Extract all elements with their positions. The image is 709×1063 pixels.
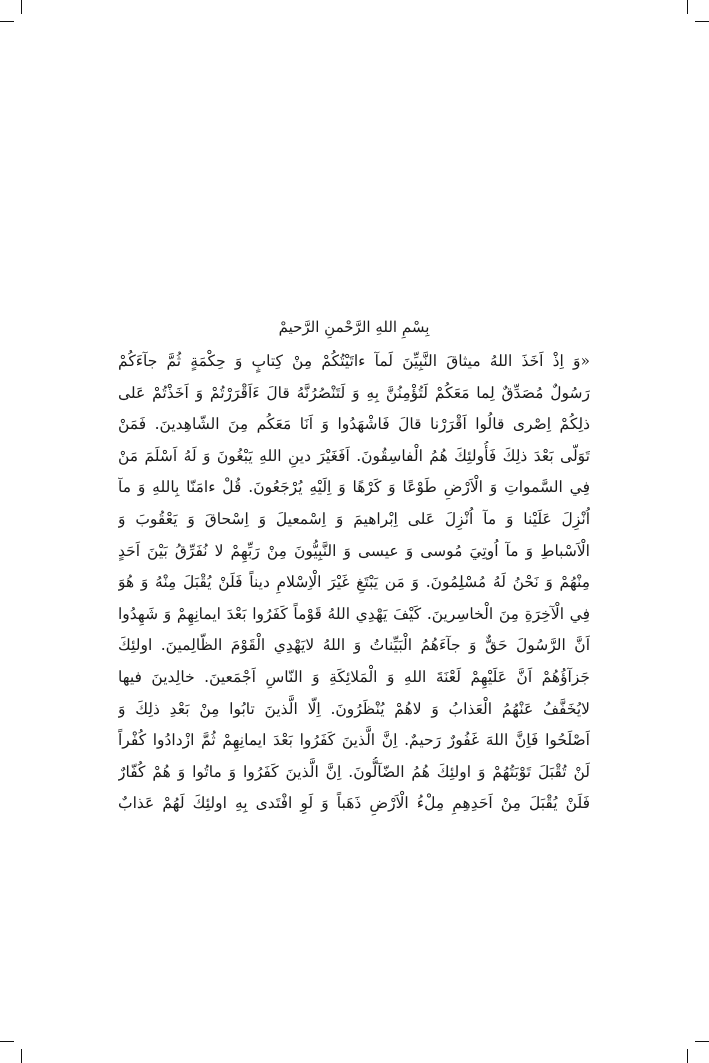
verse-line: الْاَسْباطِ وَ مآ اُوتِيَ مُوسى وَ عيسى وَ النَّبِيُّونَ مِنْ رَبِّهِمْ لا نُفَرِّقُ بَيْنَ اَحَدٍ xyxy=(118,541,590,560)
verse-line: اُنْزِلَ عَلَيْنا وَ مآ اُنْزِلَ عَلى اِبْراهيمَ وَ اِسْمعيلَ وَ اِسْحاقَ وَ يَعْقُوبَ وَ xyxy=(118,509,590,528)
verse-line: جَزآؤُهُمْ اَنَّ عَلَيْهِمْ لَعْنَةَ اللهِ وَ الْمَلائِكَةِ وَ النّاسِ اَجْمَعينَ. خالِدينَ فيها xyxy=(118,667,590,686)
verse-line: مِنْهُمْ وَ نَحْنُ لَهُ مُسْلِمُونَ. وَ مَن يَبْتَغِ غَيْرَ الْاِسْلامِ ديناً فَلَنْ يُقْبَلَ مِنْهُ وَ هُوَ xyxy=(118,573,590,592)
crop-mark-bottom-right-horizontal xyxy=(695,1041,709,1042)
verse-line: تَوَلّى بَعْدَ ذلِكَ فَأُولئِكَ هُمُ الْفاسِقُونَ. اَفَغَيْرَ دينِ اللهِ يَبْغُونَ وَ لَهُ اَسْلَمَ مَنْ xyxy=(118,446,590,465)
crop-mark-bottom-left-vertical xyxy=(21,1049,22,1063)
crop-mark-top-left-vertical xyxy=(21,0,22,14)
verse-line: رَسُولٌ مُصَدِّقٌ لِما مَعَكُمْ لَتُؤْمِنُنَّ بِهِ وَ لَتَنْصُرُنَّهُ قالَ ءَاَقْرَرْتُمْ وَ اَخَذْتُمْ عَلى xyxy=(118,383,590,402)
verse-line: فِي الْآخِرَةِ مِنَ الْخاسِرينَ. كَيْفَ يَهْدِي اللهُ قَوْماً كَفَرُوا بَعْدَ ايمانِهِمْ وَ شَهِدُوا xyxy=(118,604,590,623)
verse-line: اَصْلَحُوا فَاِنَّ اللهَ غَفُورٌ رَحيمٌ. اِنَّ الَّذينَ كَفَرُوا بَعْدَ ايمانِهِمْ ثُمَّ ازْدادُوا كُفْراً xyxy=(118,731,590,750)
crop-mark-top-right-horizontal xyxy=(695,21,709,22)
verse-line: ذلِكُمْ اِصْرى قالُوا اَقْرَرْنا قالَ فَاشْهَدُوا وَ اَنَا مَعَكُم مِنَ الشّاهِدينَ. فَمَنْ xyxy=(118,415,590,434)
crop-mark-top-left-horizontal xyxy=(0,21,14,22)
verse-line: فَلَنْ يُقْبَلَ مِنْ اَحَدِهِمِ مِلْءُ الْاَرْضِ ذَهَباً وَ لَوِ افْتَدى بِهِ اولئِكَ لَهُمْ عَذابٌ xyxy=(118,794,590,813)
verse-line: فِي السَّمواتِ وَ الْاَرْضِ طَوْعًا وَ كَرْهًا وَ اِلَيْهِ يُرْجَعُونَ. قُلْ ءامَنّا بِاللهِ وَ مآ xyxy=(118,478,590,497)
crop-mark-top-right-vertical xyxy=(687,0,688,14)
verse-text-block xyxy=(118,312,590,820)
verse-line: لَنْ تُقْبَلَ تَوْبَتُهُمْ وَ اولئِكَ هُمُ الضّآلُّونَ. اِنَّ الَّذينَ كَفَرُوا وَ ماتُوا وَ هُمْ كُفّارٌ xyxy=(118,762,590,781)
basmala-heading: بِسْمِ اللهِ الرَّحْمنِ الرَّحيمْ xyxy=(278,318,430,336)
verse-line: «وَ اِذْ اَخَذَ اللهُ ميثاقَ النَّبِيِّنَ لَمآ ءاتَيْتُكُمْ مِنْ كِتابٍ وَ حِكْمَةٍ ثُمَّ جآءَكُمْ xyxy=(118,352,590,370)
verse-line: لايُخَفَّفُ عَنْهُمُ الْعَذابُ وَ لاهُمْ يُنْظَرُونَ. اِلّا الَّذينَ تابُوا مِنْ بَعْدِ ذلِكَ وَ xyxy=(118,699,590,718)
crop-mark-bottom-right-vertical xyxy=(687,1049,688,1063)
crop-mark-bottom-left-horizontal xyxy=(0,1041,14,1042)
verse-line: اَنَّ الرَّسُولَ حَقٌّ وَ جآءَهُمُ الْبَيِّناتُ وَ اللهُ لايَهْدِي الْقَوْمَ الظّالِمينَ. اولئِكَ xyxy=(118,636,590,655)
